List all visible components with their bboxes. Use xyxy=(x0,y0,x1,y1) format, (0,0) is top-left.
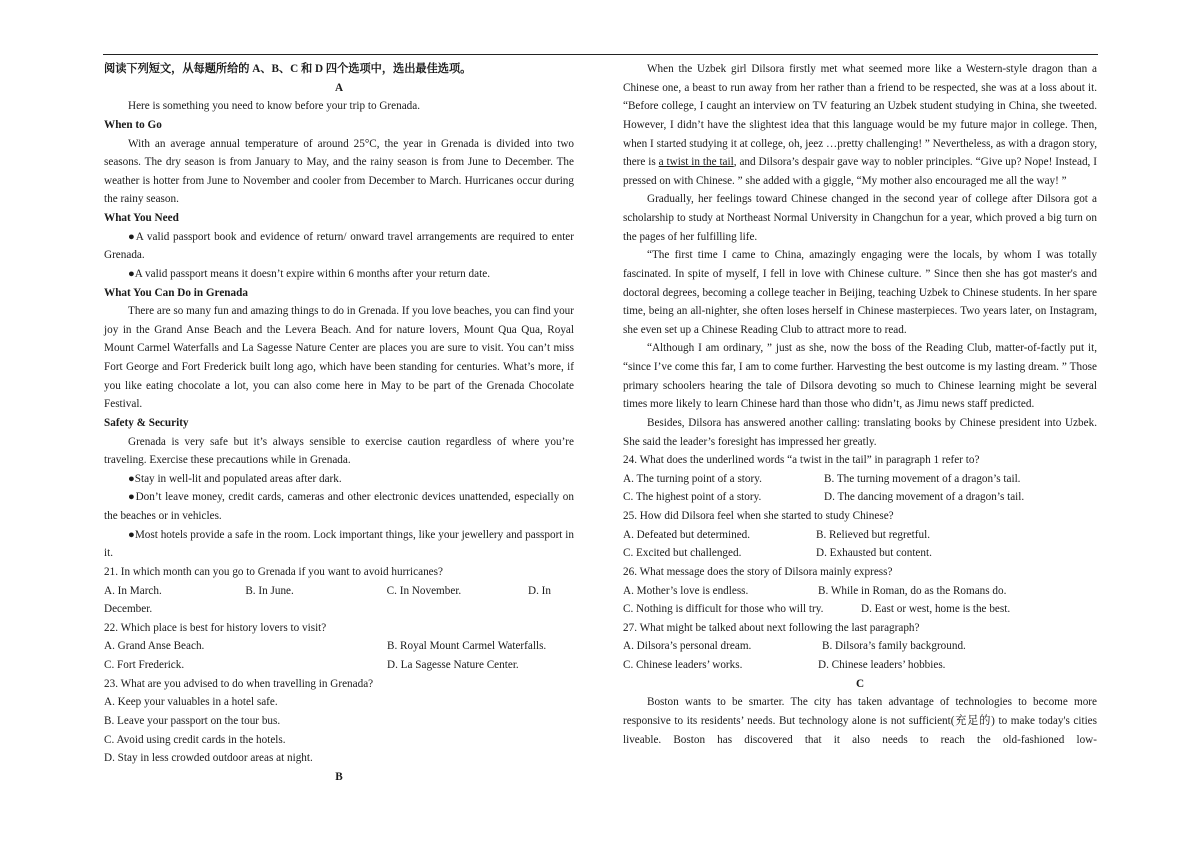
option-21-c: C. In November. xyxy=(386,584,462,597)
question-24: 24. What does the underlined words “a twist in the tail” in paragraph 1 refer to? xyxy=(623,454,980,467)
option-22-d: D. La Sagesse Nature Center. xyxy=(387,659,519,671)
question-27-options-row-1 xyxy=(623,637,1097,656)
need-item-2: ●A valid passport means it doesn’t expire within 6 months after your return date. xyxy=(128,267,490,280)
question-22-options-row-2 xyxy=(104,656,574,675)
question-24-options-row-2 xyxy=(623,488,1097,507)
passage-b-p1-after: , and Dilsora’s despair gave way to nobler principles. “Give up? Nope! Instead, I pressed on with Chinese. ” she added with a giggle, “My mother also encouraged me all the way! ” xyxy=(623,156,1097,187)
question-25: 25. How did Dilsora feel when she started to study Chinese? xyxy=(623,510,894,522)
option-25-d: D. Exhausted but content. xyxy=(816,547,932,560)
safety-item-3: ●Most hotels provide a safe in the room. Lock important things, like your jewellery and passport in it. xyxy=(104,528,574,560)
option-21-b: B. In June. xyxy=(245,584,294,597)
option-23-d: D. Stay in less crowded outdoor areas at night. xyxy=(104,752,313,765)
do-heading: What You Can Do in Grenada xyxy=(104,286,248,299)
passage-b-paragraph-3: “The first time I came to China, amazingly engaging were the locals, by whom I was totally fascinated. In spite of myself, I fell in love with Chinese culture. ” Since then she has got master's and doctoral degrees, becoming a college teacher in Beijing, teaching Uzbek to Chinese students. In her spare time, being an all-nighter, she often loses herself in Chinese masterpieces. Two years later, on Instagram, she even set up a Chinese Reading Club to attract more to read. xyxy=(623,249,1097,336)
option-22-b: B. Royal Mount Carmel Waterfalls. xyxy=(387,640,547,653)
passage-b-paragraph-2: Gradually, her feelings toward Chinese changed in the second year of college after Dilsora got a scholarship to study at Northeast Normal University in Changchun for a year, which proved a big turn on the pages of her fulfilling life. xyxy=(623,193,1097,243)
instruction-text: 阅读下列短文，从每题所给的 A、B、C 和 D 四个选项中，选出最佳选项。 xyxy=(104,63,472,75)
instruction xyxy=(104,60,574,79)
top-rule xyxy=(103,54,1098,55)
need-heading: What You Need xyxy=(104,212,179,224)
question-25-options-row-2 xyxy=(623,544,1097,563)
do-text: There are so many fun and amazing things to do in Grenada. If you love beaches, you can find your joy in the Grand Anse Beach and the Levera Beach. And for nature lovers, Mount Qua Qua, Royal Mount Carmel Waterfalls and La Sagesse Nature Center are places you are sure to visit. You can’t miss Fort George and Fort Frederick built long ago, which have been standing for centuries. What’s more, if you like eating chocolate a lot, you can also come here in May to be part of the Grenada Chocolate Festival. xyxy=(104,305,574,411)
passage-b-paragraph-4: “Although I am ordinary, ” just as she, now the boss of the Reading Club, matter-of-factly put it, “since I’ve come this far, I am to come further. Harvesting the best outcome is my lasting dream. ” Those primary schoolers hearing the tale of Dilsora devoting so much to Chinese learning might be several times more likely to learn Chinese hard than those who didn’t, as Jimu news staff predicted. xyxy=(623,342,1097,411)
when-heading: When to Go xyxy=(104,118,162,131)
question-25-options-row-1 xyxy=(623,526,1097,545)
question-26-options-row-2 xyxy=(623,600,1097,619)
option-23-c: C. Avoid using credit cards in the hotels. xyxy=(104,733,286,746)
safety-heading: Safety & Security xyxy=(104,416,189,429)
option-24-a: A. The turning point of a story. xyxy=(623,472,762,485)
option-26-c: C. Nothing is difficult for those who will try. xyxy=(623,603,824,616)
option-27-b: B. Dilsora’s family background. xyxy=(822,640,966,653)
passage-c-paragraph-1: Boston wants to be smarter. The city has taken advantage of technologies to become more responsive to its residents’ needs. But technology alone is not sufficient(充足的) to make today's cities liveable. Boston has discovered that it also needs to reach the old-fashioned low- xyxy=(623,696,1097,746)
option-21-d-continued: December. xyxy=(104,603,153,616)
option-26-a: A. Mother’s love is endless. xyxy=(623,584,749,597)
question-23: 23. What are you advised to do when travelling in Grenada? xyxy=(104,677,374,690)
option-27-d: D. Chinese leaders’ hobbies. xyxy=(818,659,946,671)
passage-b-p1-before: When the Uzbek girl Dilsora firstly met what seemed more like a Western-style dragon than a Chinese one, a beast to run away from her rather than a friend to be respected, she was at a loss about it. “Before college, I caught an interview on TV featuring an Uzbek student studying in China, she tweeted. However, I didn’t have the slightest idea that this language would be my future major in college. Then, when I started studying it at college, oh, jeez …pretty challenging! ” Nevertheless, as with a dragon story, there is xyxy=(623,63,1097,169)
option-26-b: B. While in Roman, do as the Romans do. xyxy=(818,584,1007,597)
passage-b-paragraph-5: Besides, Dilsora has answered another calling: translating books by Chinese president into Uzbek. She said the leader’s foresight has impressed her greatly. xyxy=(623,416,1097,448)
option-22-c: C. Fort Frederick. xyxy=(104,659,185,671)
when-text: With an average annual temperature of around 25°C, the year in Grenada is divided into two seasons. The dry season is from January to May, and the rainy season is from June to December. The weather is hotter from June to November and cooler from December to March. Hurricanes occur during the rainy season. xyxy=(104,137,574,206)
right-column xyxy=(623,60,1097,749)
option-21-a: A. In March. xyxy=(104,584,162,597)
question-26: 26. What message does the story of Dilsora mainly express? xyxy=(623,565,893,578)
safety-item-2: ●Don’t leave money, credit cards, cameras and other electronic devices unattended, especially on the beaches or in vehicles. xyxy=(104,491,574,522)
question-21-options xyxy=(104,582,574,601)
option-22-a: A. Grand Anse Beach. xyxy=(104,640,205,653)
question-24-options-row-1 xyxy=(623,470,1097,489)
option-25-c: C. Excited but challenged. xyxy=(623,547,742,560)
option-23-a: A. Keep your valuables in a hotel safe. xyxy=(104,696,278,709)
left-column xyxy=(104,60,574,786)
option-27-a: A. Dilsora’s personal dream. xyxy=(623,640,752,653)
safety-item-1: ●Stay in well-lit and populated areas after dark. xyxy=(128,472,342,485)
question-22: 22. Which place is best for history lovers to visit? xyxy=(104,621,327,634)
option-24-d: D. The dancing movement of a dragon’s tail. xyxy=(824,491,1025,504)
question-26-options-row-1 xyxy=(623,582,1097,601)
question-27-options-row-2 xyxy=(623,656,1097,675)
option-21-d: D. In xyxy=(527,584,551,597)
safety-text: Grenada is very safe but it’s always sensible to exercise caution regardless of where you’re traveling. Exercise these precautions while in Grenada. xyxy=(104,435,574,467)
question-27: 27. What might be talked about next following the last paragraph? xyxy=(623,621,920,634)
option-24-c: C. The highest point of a story. xyxy=(623,491,762,504)
passage-a-intro: Here is something you need to know before your trip to Grenada. xyxy=(128,100,421,113)
need-item-1: ●A valid passport book and evidence of return/ onward travel arrangements are required to enter Grenada. xyxy=(104,230,574,262)
passage-b-label: B xyxy=(335,770,343,783)
passage-b-paragraph-1 xyxy=(623,60,1097,190)
passage-a-label: A xyxy=(334,81,344,94)
option-25-b: B. Relieved but regretful. xyxy=(816,528,931,541)
option-23-b: B. Leave your passport on the tour bus. xyxy=(104,714,281,727)
question-21: 21. In which month can you go to Grenada if you want to avoid hurricanes? xyxy=(104,565,443,578)
option-26-d: D. East or west, home is the best. xyxy=(861,603,1011,616)
option-24-b: B. The turning movement of a dragon’s tail. xyxy=(824,472,1021,485)
question-22-options-row-1 xyxy=(104,637,574,656)
passage-c-label: C xyxy=(855,677,865,690)
underlined-phrase: a twist in the tail xyxy=(658,156,734,169)
option-25-a: A. Defeated but determined. xyxy=(623,528,751,541)
option-27-c: C. Chinese leaders’ works. xyxy=(623,659,743,671)
